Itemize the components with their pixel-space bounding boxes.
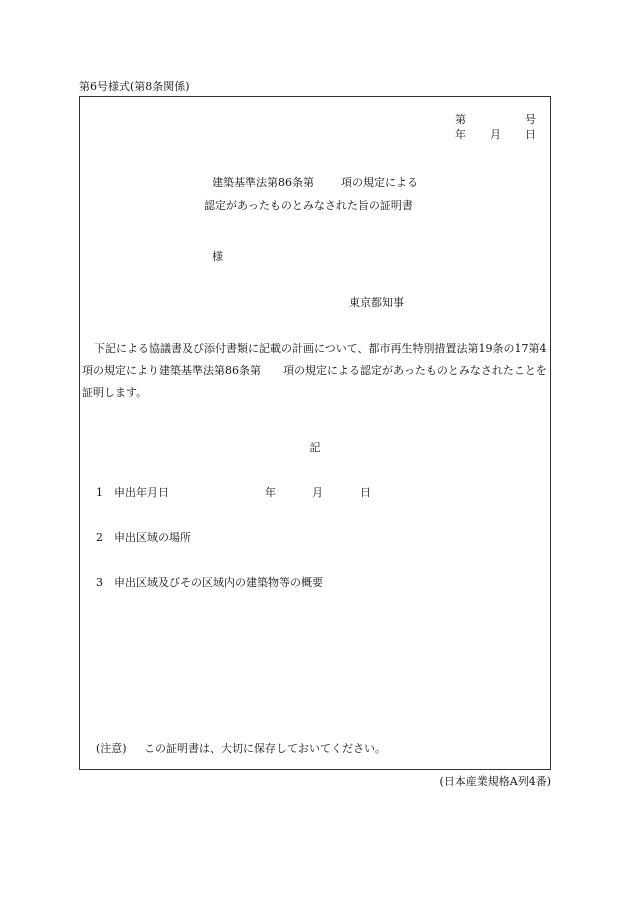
note-text: この証明書は、大切に保存しておいてください。 [144, 742, 386, 755]
item-3-label: 申出区域及びその区域内の建築物等の概要 [114, 576, 323, 589]
item-1-year: 年 [265, 486, 276, 499]
item-2-number: 2 [96, 531, 103, 544]
paper-size: (日本産業規格A列4番) [439, 775, 551, 788]
date-month: 月 [490, 128, 501, 141]
form-number: 第6号様式(第8条関係) [79, 80, 190, 93]
date-year: 年 [455, 128, 466, 141]
date-day: 日 [525, 128, 536, 141]
item-1-day: 日 [360, 486, 371, 499]
title-line2: 認定があったものとみなされた旨の証明書 [204, 199, 413, 212]
item-1-month: 月 [312, 486, 323, 499]
certificate-frame [79, 96, 551, 770]
title-line1-part2: 項の規定による [341, 176, 418, 189]
doc-no-dai: 第 [455, 113, 466, 126]
title-line1-part1: 建築基準法第86条第 [212, 176, 314, 189]
doc-no-go: 号 [525, 113, 536, 126]
item-1-label: 申出年月日 [114, 486, 169, 499]
issuer-name: 東京都知事 [349, 296, 404, 309]
body-paragraph: 下記による協議書及び添付書類に記載の計画について、都市再生特別措置法第19条の17第4項の規定により建築基準法第86条第 項の規定による認定があったものとみなされたことを証明します。 [82, 342, 547, 399]
ki-heading: 記 [309, 441, 321, 454]
addressee-sama: 様 [212, 250, 223, 263]
item-3-number: 3 [96, 576, 103, 589]
item-1-number: 1 [96, 486, 103, 499]
item-2-label: 申出区域の場所 [114, 531, 191, 544]
note-label: (注意) [96, 742, 127, 755]
